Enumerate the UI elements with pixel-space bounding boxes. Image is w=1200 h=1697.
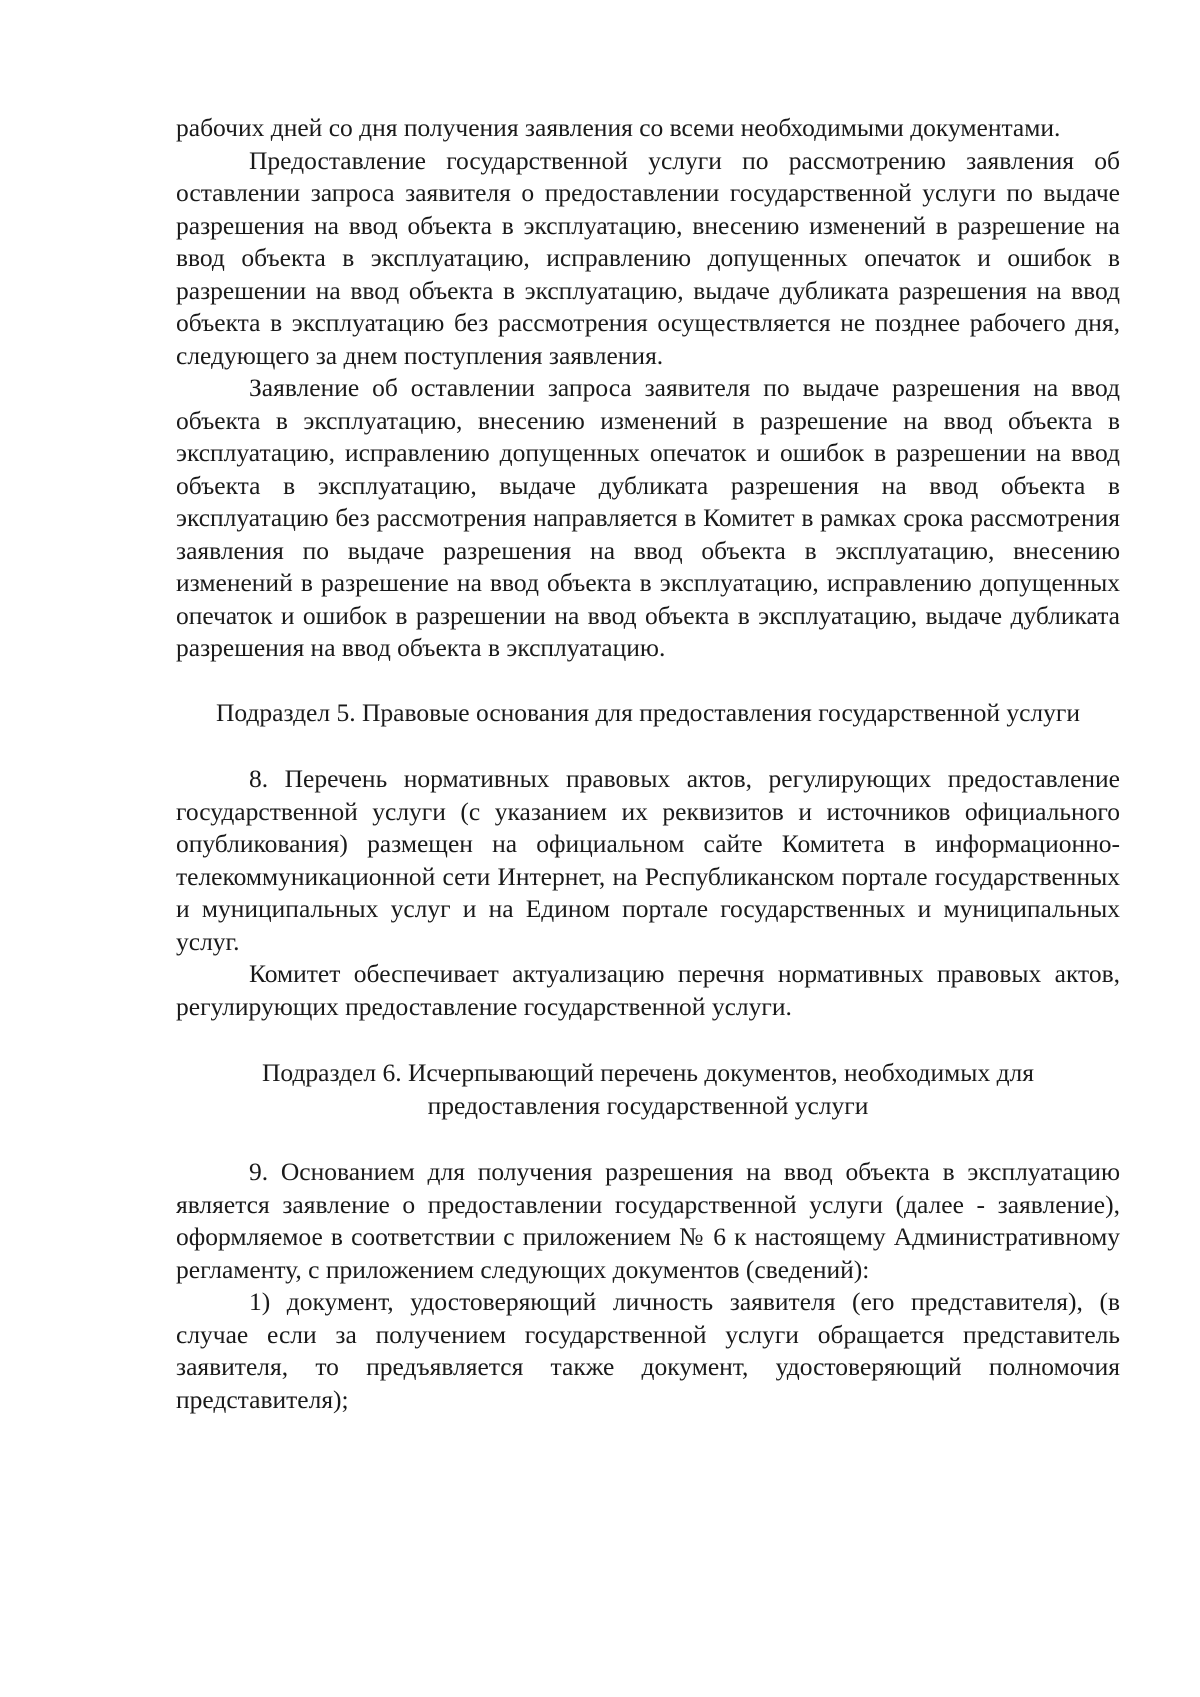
subsection-5-heading: Подраздел 5. Правовые основания для предоставления государственной услуги <box>216 697 1080 727</box>
item-8-paragraph: 8. Перечень нормативных правовых актов, регулирующих предоставление государственной услуги (с указанием их реквизитов и источников официального опубликования) размещен на официальном сайте Комитета в информационно-телекоммуникационной сети Интернет, на Республиканском портале государственных и муниципальных услуг и на Едином портале государственных и муниципальных услуг. <box>176 764 1120 956</box>
document-page <box>176 112 1120 1416</box>
item-9-1-paragraph: 1) документ, удостоверяющий личность заявителя (его представителя), (в случае если за получением государственной услуги обращается представитель заявителя, то предъявляется также документ, удостоверяющий полномочия представителя); <box>176 1287 1120 1414</box>
paragraph-actualization: Комитет обеспечивает актуализацию перечня нормативных правовых актов, регулирующих предоставление государственной услуги. <box>176 959 1120 1021</box>
paragraph-no-review-submission: Заявление об оставлении запроса заявителя по выдаче разрешения на ввод объекта в эксплуатацию, внесению изменений в разрешение на ввод объекта в эксплуатацию, исправлению допущенных опечаток и ошибок в разрешении на ввод объекта в эксплуатацию, выдаче дубликата разрешения на ввод объекта в эксплуатацию без рассмотрения направляется в Комитет в рамках срока рассмотрения заявления по выдаче разрешения на ввод объекта в эксплуатацию, внесению изменений в разрешение на ввод объекта в эксплуатацию, исправлению допущенных опечаток и ошибок в разрешении на ввод объекта в эксплуатацию, выдаче дубликата разрешения на ввод объекта в эксплуатацию. <box>176 373 1120 662</box>
paragraph-continuation: рабочих дней со дня получения заявления со всеми необходимыми документами. <box>176 113 1061 142</box>
paragraph-no-review-term: Предоставление государственной услуги по рассмотрению заявления об оставлении запроса заявителя о предоставлении государственной услуги по выдаче разрешения на ввод объекта в эксплуатацию, внесению изменений в разрешение на ввод объекта в эксплуатацию, исправлению допущенных опечаток и ошибок в разрешении на ввод объекта в эксплуатацию, выдаче дубликата разрешения на ввод объекта в эксплуатацию без рассмотрения осуществляется не позднее рабочего дня, следующего за днем поступления заявления. <box>176 145 1120 370</box>
item-9-paragraph: 9. Основанием для получения разрешения на ввод объекта в эксплуатацию является заявление о предоставлении государственной услуги (далее - заявление), оформляемое в соответствии с приложением № 6 к настоящему Административному регламенту, с приложением следующих документов (сведений): <box>176 1157 1120 1284</box>
subsection-6-heading: Подраздел 6. Исчерпывающий перечень документов, необходимых для предоставления государственной услуги <box>261 1058 1034 1120</box>
